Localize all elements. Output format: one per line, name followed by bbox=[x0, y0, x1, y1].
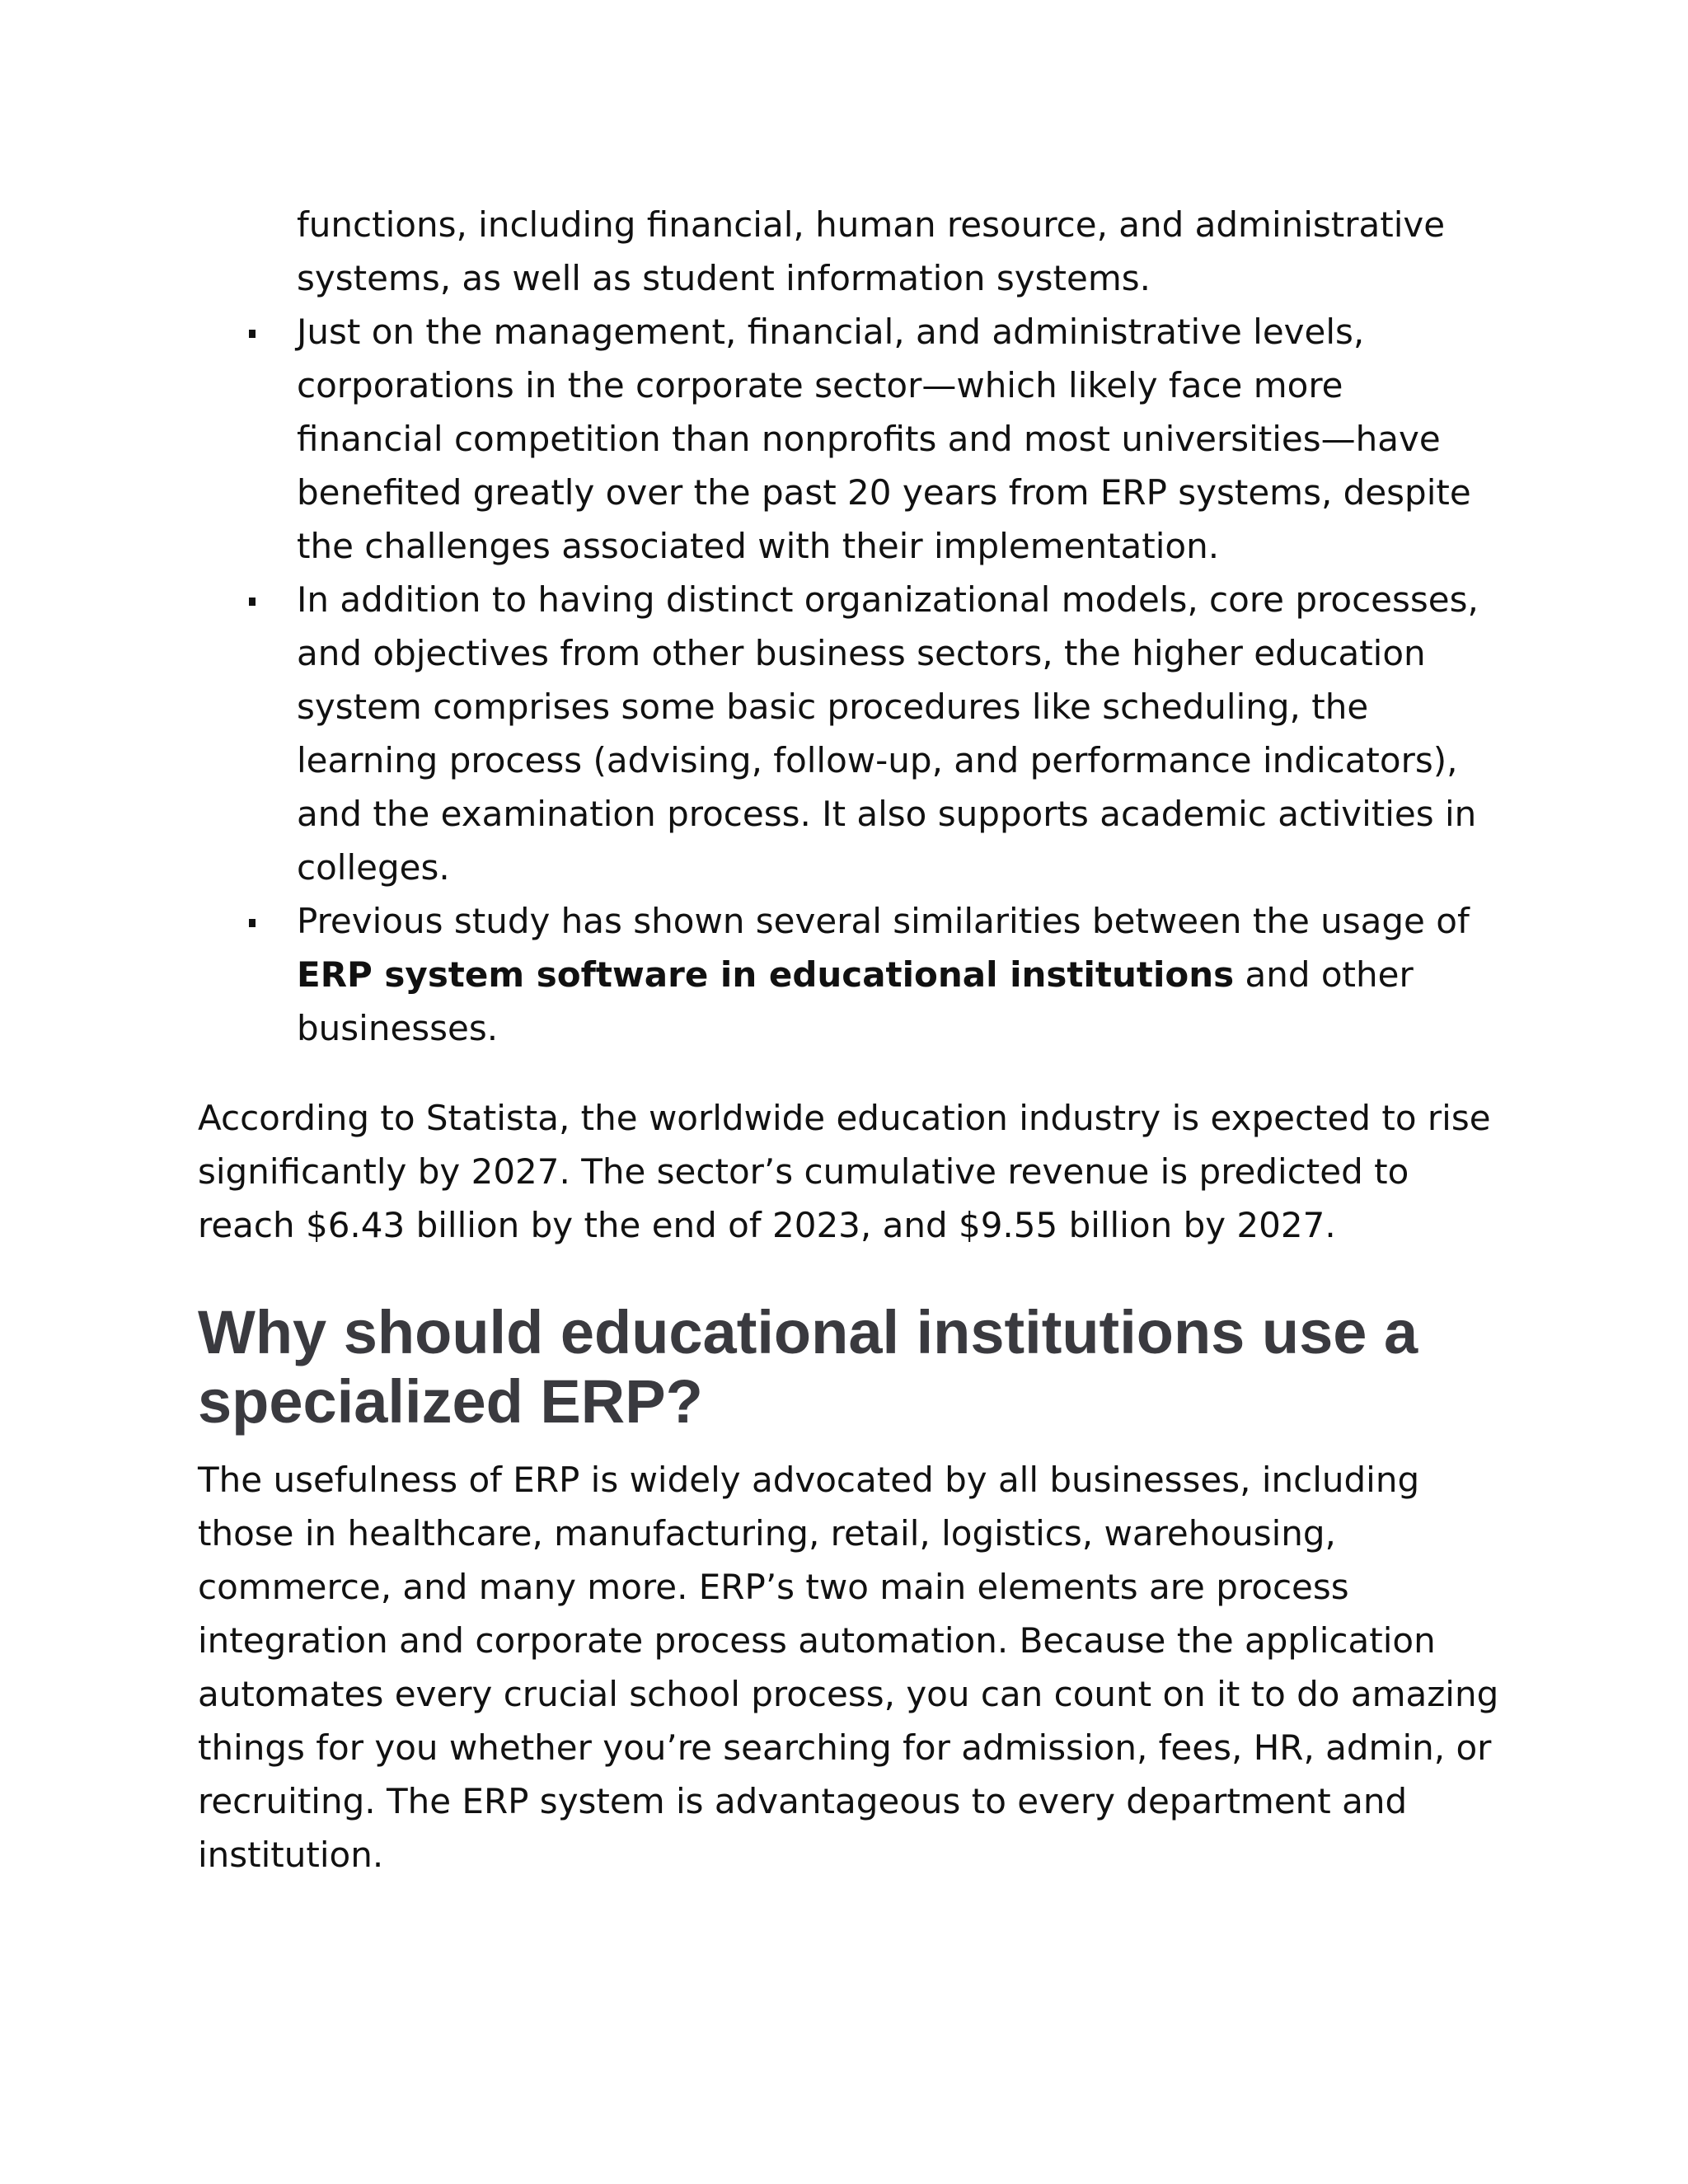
document-content bbox=[198, 198, 1500, 1882]
benefits-bullet-list bbox=[198, 198, 1500, 1055]
statista-paragraph: According to Statista, the worldwide education industry is expected to rise significantly by 2027. The sector’s cumulative revenue is predicted to reach $6.43 billion by the end of 2023, and $9.55 billion by 2027. bbox=[198, 1098, 1491, 1245]
bullet-item-corporate-sector bbox=[198, 305, 1500, 573]
bullet-text-before: Previous study has shown several similarities between the usage of bbox=[297, 901, 1470, 941]
bullet-marker-icon bbox=[249, 919, 256, 927]
bullet-bold-phrase: ERP system software in educational institutions bbox=[297, 954, 1235, 995]
bullet-text-after: and other businesses. bbox=[297, 954, 1414, 1048]
bullet-marker-icon bbox=[249, 598, 256, 606]
bullet-text: Just on the management, financial, and administrative levels, corporations in the corporate sector—which likely face more financial competition than nonprofits and most universities—have benefited greatly over the past 20 years from ERP systems, despite the challenges associated with their implementation. bbox=[297, 312, 1471, 566]
bullet-marker-icon bbox=[249, 330, 256, 338]
bullet-item-higher-education bbox=[198, 573, 1500, 894]
bullet-text: functions, including financial, human resource, and administrative systems, as well as student information systems. bbox=[297, 204, 1446, 298]
usefulness-paragraph: The usefulness of ERP is widely advocated by all businesses, including those in healthcare, manufacturing, retail, logistics, warehousing, commerce, and many more. ERP’s two main elements are process integration and corporate process automation. Because the application automates every crucial school process, you can count on it to do amazing things for you whether you’re searching for admission, fees, HR, admin, or recruiting. The ERP system is advantageous to every department and institution. bbox=[198, 1460, 1499, 1875]
section-heading: Why should educational institutions use a specialized ERP? bbox=[198, 1298, 1418, 1436]
bullet-item-continuation bbox=[198, 198, 1500, 305]
bullet-text: In addition to having distinct organizational models, core processes, and objectives from other business sectors, the higher education system comprises some basic procedures like scheduling, the learning process (advising, follow-up, and performance indicators), and the examination process. It also supports academic activities in colleges. bbox=[297, 579, 1479, 888]
bullet-item-previous-study bbox=[198, 894, 1500, 1055]
